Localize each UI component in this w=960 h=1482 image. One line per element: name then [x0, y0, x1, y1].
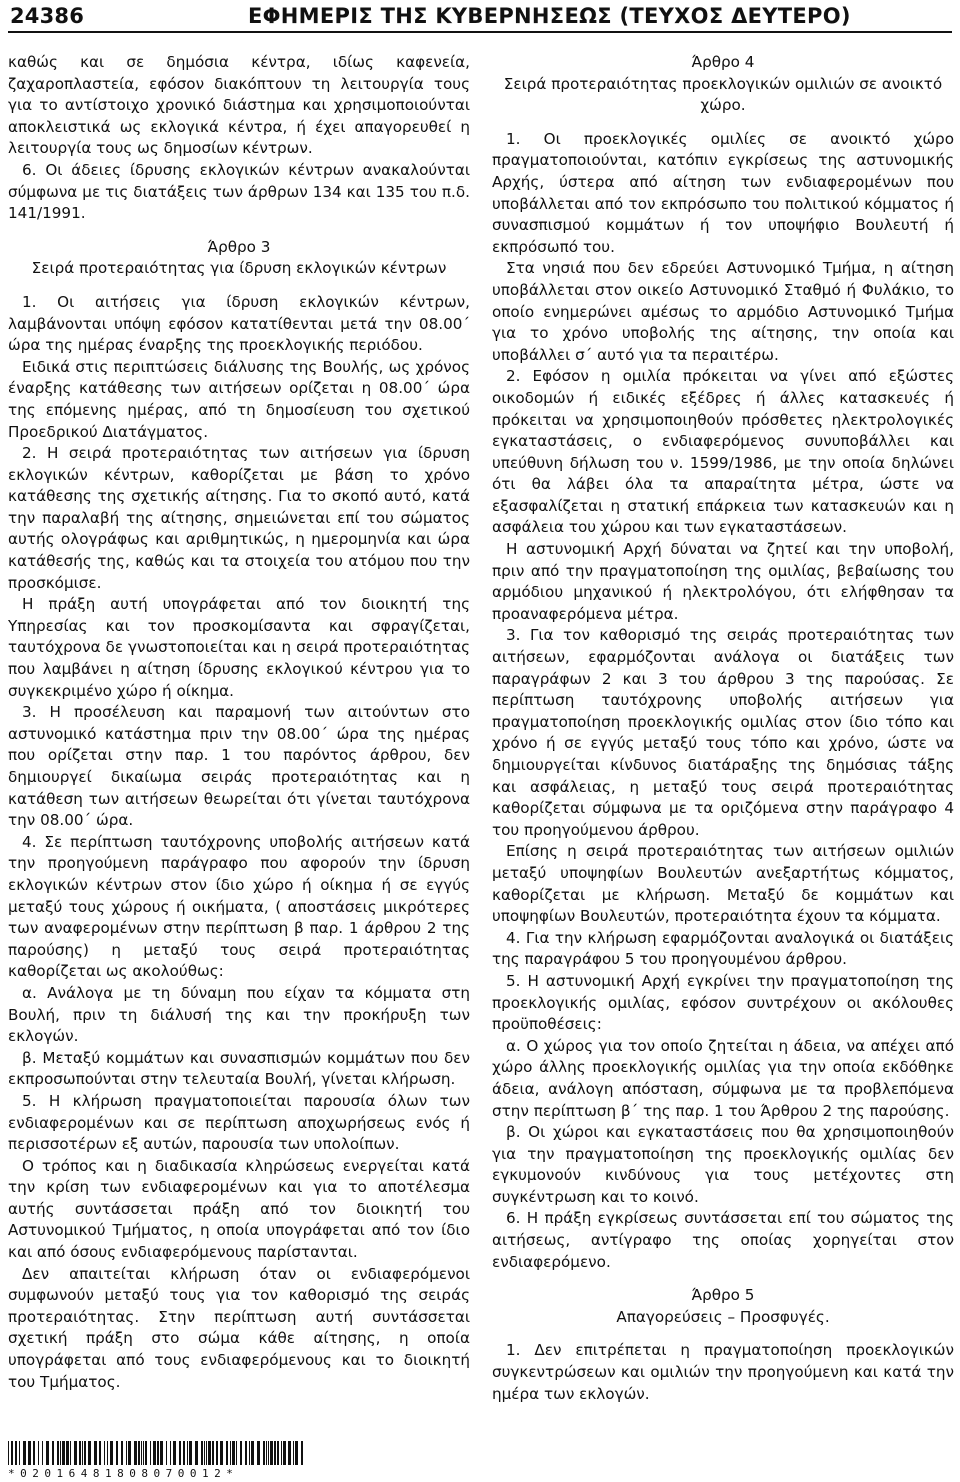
barcode-bar	[236, 1441, 237, 1465]
paragraph: 5. Η κλήρωση πραγματοποιείται παρουσία όλων των ενδιαφερομένων και σε περίπτωση αποχωρήσεως ενός ή περισσοτέρων εξ αυτών, παρουσία των υπολοίπων.	[8, 1091, 470, 1154]
barcode-bar	[33, 1441, 35, 1465]
barcode-bar	[150, 1441, 151, 1465]
barcode-bar	[107, 1441, 108, 1465]
barcode-bar	[208, 1441, 211, 1465]
header-rule	[8, 31, 952, 33]
barcode-bar	[240, 1441, 242, 1465]
article-4-subtitle: Σειρά προτεραιότητας προεκλογικών ομιλιών σε ανοικτό χώρο.	[503, 74, 943, 115]
barcode-bar	[230, 1441, 231, 1465]
barcode-bar	[206, 1441, 207, 1465]
barcode-bar	[57, 1441, 59, 1465]
left-column	[8, 52, 470, 1393]
barcode-bar	[126, 1441, 127, 1465]
barcode-bar	[143, 1441, 144, 1465]
barcode-bar	[201, 1441, 203, 1465]
barcode-bar	[189, 1441, 192, 1465]
barcode-bar	[301, 1441, 303, 1465]
barcode-bars	[8, 1441, 304, 1465]
barcode-bar	[183, 1441, 185, 1465]
barcode-bar	[195, 1441, 198, 1465]
barcode-bar	[220, 1441, 223, 1465]
barcode-bar	[52, 1441, 54, 1465]
barcode-bar	[268, 1441, 269, 1465]
barcode-bar	[70, 1441, 71, 1465]
barcode-bar	[204, 1441, 205, 1465]
paragraph: 2. Η σειρά προτεραιότητας των αιτήσεων για ίδρυση εκλογικών κέντρων, καθορίζεται με βάση το χρόνο κατάθεσης της σχετικής αίτησης. Για το σκοπό αυτό, κατά την παραλαβή της αίτησης, σημειώνεται επί του σώματος αυτής ολογράφως και αριθμητικώς, η ημερομηνία και ώρα κατάθεσής της, καθώς και τα στοιχεία του ατόμου που την προσκόμισε.	[8, 444, 470, 592]
barcode-bar	[84, 1441, 86, 1465]
barcode-bar	[42, 1441, 43, 1465]
paragraph: Στα νησιά που δεν εδρεύει Αστυνομικό Τμήμα, η αίτηση υποβάλλεται στον οικείο Αστυνομικό Σταθμό ή Φυλάκιο, το οποίο ενημερώνει αμέσως το αρμόδιο Αστυνομικό Τμήμα για το χρόνο υποβολής της αίτησης, την οποία και υποβάλλει σ΄ αυτό για τα περαιτέρω.	[492, 259, 954, 364]
article-4-title: Άρθρο 4	[691, 53, 755, 71]
barcode-bar	[281, 1441, 282, 1465]
barcode-bar	[157, 1441, 159, 1465]
paragraph: 1. Δεν επιτρέπεται η πραγματοποίηση προεκλογικών συγκεντρώσεων και ομιλιών την προηγούμενη και κατά την ημέρα των εκλογών.	[492, 1341, 954, 1403]
paragraph: 4. Για την κλήρωση εφαρμόζονται αναλογικά οι διατάξεις της παραγράφου 5 του προηγουμένου άρθρου.	[492, 928, 954, 969]
barcode-bar	[274, 1441, 276, 1465]
barcode-bar	[187, 1441, 188, 1465]
barcode-bar	[141, 1441, 142, 1465]
paragraph: 3. Η προσέλευση και παραμονή των αιτούντων στο αστυνομικό κατάστημα πριν την 08.00΄ ώρα της ημέρας που ορίζεται στην παρ. 1 του παρόντος άρθρου, δεν δημιουργεί δικαίωμα σειράς προτεραιότητας και η κατάθεση των αιτήσεων θεωρείται ότι γίνεται ταυτόχρονα την 08.00΄ ώρα.	[8, 703, 470, 830]
barcode-bar	[179, 1441, 181, 1465]
article-5-subtitle: Απαγορεύσεις – Προσφυγές.	[616, 1307, 830, 1326]
barcode	[8, 1441, 304, 1481]
barcode-bar	[173, 1441, 176, 1465]
barcode-bar	[212, 1441, 214, 1465]
barcode-bar	[134, 1441, 137, 1465]
page-number: 24386	[10, 4, 85, 28]
paragraph: 4. Σε περίπτωση ταυτόχρονης υποβολής αιτήσεων κατά την προηγούμενη παράγραφο που αφορούν την ίδρυση εκλογικών κέντρων στον ίδιο χώρο ή οίκημα ή σε εγγύς μεταξύ τους χώρους ή οικήματα, ( αποστάσεις μικρότερες των αναφερομένων στην περίπτωση β παρ. 1 άρθρου 2 της παρούσης) η μεταξύ τους σειρά προτεραιότητας καθορίζεται ως ακολούθως:	[8, 832, 470, 981]
barcode-bar	[82, 1441, 83, 1465]
paragraph: 2. Εφόσον η ομιλία πρόκειται να γίνει από εξώστες οικοδομών ή ειδικές εξέδρες ή άλλες κατασκευές ή πρόκειται να χρησιμοποιηθούν πρόσθετες ηλεκτρολογικές εγκαταστάσεις, ο ενδιαφερόμενος συνυποβάλλει και υπεύθυνη δήλωση του ν. 1599/1986, με την οποία δηλώνει ότι θα λάβει όλα τα απαραίτητα μέτρα, ώστε να εξασφαλίζεται η στατική επάρκεια των κατασκευών και η ασφάλεια του χώρου και των εγκαταστάσεων.	[492, 367, 954, 537]
barcode-bar	[66, 1441, 69, 1465]
paragraph: 1. Οι προεκλογικές ομιλίες σε ανοικτό χώρο πραγματοποιούνται, κατόπιν εγκρίσεως της αστυνομικής Αρχής, ύστερα από αίτηση των ενδιαφερομένων που υποβάλλεται από τον εκπρόσωπο του πολιτικού κόμματος ή συνασπισμού κομμάτων ή τον υποψήφιο Βουλευτή ή εκπρόσωπό του.	[492, 129, 954, 256]
barcode-bar	[110, 1441, 113, 1465]
paragraph: 3. Για τον καθορισμό της σειράς προτεραιότητας των αιτήσεων, εφαρμόζονται ανάλογα οι διατάξεις των παραγράφων 2 και 3 του άρθρου 3 της παρούσας. Σε περίπτωση ταυτόχρονης υποβολής αιτήσεων για πραγματοποίηση προεκλογικής ομιλίας στον ίδιο τόπο και χρόνο ή σε εγγύς μεταξύ τους τόπο και χρόνο, ώστε να δημιουργείται κίνδυνος διατάραξης της δημόσιας τάξης και ασφάλειας, η μεταξύ τους σειρά προτεραιότητας καθορίζεται σύμφωνα με τα οριζόμενα στην παράγραφο 4 του προηγούμενου άρθρου.	[492, 626, 954, 839]
paragraph: Η πράξη αυτή υπογράφεται από τον διοικητή της Υπηρεσίας και τον προσκομίσαντα και σφραγίζεται, ταυτόχρονα δε γνωστοποιείται και η σειρά προτεραιότητας που λαμβάνει η αίτηση ίδρυσης εκλογικού κέντρου για το συγκεκριμένο χώρο ή οίκημα.	[8, 595, 470, 700]
barcode-bar	[99, 1441, 101, 1465]
paragraph: α. Ο χώρος για τον οποίο ζητείται η άδεια, να απέχει από χώρο άλλης προεκλογικής ομιλίας για την οποία εκδόθηκε άδεια, ανάλογη απόσταση, σύμφωνα με τα προβλεπόμενα στην περίπτωση β΄ της παρ. 1 του Άρθρου 2 της παρούσης.	[492, 1036, 954, 1120]
barcode-bar	[266, 1441, 267, 1465]
paragraph: α. Ανάλογα με τη δύναμη που είχαν τα κόμματα στη Βουλή, πριν τη διάλυσή της και την προκήρυξη των εκλογών.	[8, 983, 470, 1046]
paragraph: Ειδικά στις περιπτώσεις διάλυσης της Βουλής, ως χρόνος έναρξης κατάθεσης των αιτήσεων ορίζεται η 08.00΄ ώρα της επόμενης ημέρας, από τη δημοσίευση του σχετικού Προεδρικού Διατάγματος.	[8, 357, 470, 441]
barcode-bar	[288, 1441, 291, 1465]
barcode-bar	[263, 1441, 265, 1465]
paragraph: καθώς και σε δημόσια κέντρα, ιδίως καφενεία, ζαχαροπλαστεία, εφόσον διακόπτουν τη λειτουργία τους για το αντίστοιχο χρονικό διάστημα και χρησιμοποιούνται αποκλειστικά ως εκλογικά κέντρα, ή έχει απαγορευθεί η λειτουργία τους ως δημοσίων κέντρων.	[8, 53, 470, 158]
barcode-bar	[251, 1441, 254, 1465]
barcode-bar	[128, 1441, 131, 1465]
barcode-bar	[46, 1441, 49, 1465]
barcode-bar	[166, 1441, 167, 1465]
barcode-bar	[145, 1441, 147, 1465]
barcode-bar	[277, 1441, 279, 1465]
barcode-bar	[121, 1441, 123, 1465]
barcode-bar	[62, 1441, 65, 1465]
barcode-bar	[295, 1441, 298, 1465]
page-header	[8, 0, 952, 30]
barcode-bar	[116, 1441, 118, 1465]
paragraph: β. Οι χώροι και εγκαταστάσεις που θα χρησιμοποιηθούν για την πραγματοποίηση της προεκλογικής ομιλίας δεν εγκυμονούν κινδύνους για τους μετέχοντες στη συγκέντρωση και το κοινό.	[492, 1123, 954, 1206]
paragraph: Ο τρόπος και η διαδικασία κληρώσεως ενεργείται κατά την κρίση των ενδιαφερομένων και για το αποτέλεσμα αυτής συντάσσεται πράξη από τον διοικητή του Αστυνομικού Τμήματος, η οποία υπογράφεται από τον ίδιο και από όσους ενδιαφερόμενους παρίστανται.	[8, 1156, 470, 1262]
paragraph: Η αστυνομική Αρχή δύναται να ζητεί και την υποβολή, πριν από την πραγματοποίηση της ομιλίας, βεβαίωσης του αρμόδιου μηχανικού ή ηλεκτρολόγου, ότι ελήφθησαν τα προαναφερόμενα μέτρα.	[492, 540, 954, 623]
barcode-bar	[153, 1441, 156, 1465]
barcode-bar	[283, 1441, 286, 1465]
barcode-bar	[160, 1441, 163, 1465]
barcode-bar	[226, 1441, 228, 1465]
barcode-bar	[104, 1441, 105, 1465]
barcode-bar	[170, 1441, 171, 1465]
paragraph: Επίσης η σειρά προτεραιότητας των αιτήσεων ομιλιών μεταξύ υποψηφίων Βουλευτών ανεξαρτήτως κόμματος, καθορίζεται με κλήρωση. Μεταξύ δε κομμάτων και υποψηφίων Βουλευτών, προτεραιότητα έχουν τα κόμματα.	[492, 842, 954, 926]
barcode-bar	[257, 1441, 260, 1465]
barcode-bar	[28, 1441, 31, 1465]
barcode-bar	[88, 1441, 91, 1465]
barcode-bar	[270, 1441, 273, 1465]
barcode-bar	[293, 1441, 294, 1465]
barcode-bar	[74, 1441, 77, 1465]
barcode-bar	[249, 1441, 250, 1465]
barcode-bar	[15, 1441, 17, 1465]
barcode-bar	[94, 1441, 97, 1465]
article-3-subtitle: Σειρά προτεραιότητας για ίδρυση εκλογικών κέντρων	[31, 259, 447, 278]
barcode-bar	[245, 1441, 247, 1465]
barcode-bar	[38, 1441, 39, 1465]
barcode-bar	[216, 1441, 218, 1465]
barcode-bar	[23, 1441, 26, 1465]
paragraph: Δεν απαιτείται κλήρωση όταν οι ενδιαφερόμενοι συμφωνούν μεταξύ τους για τον καθορισμό της σειράς προτεραιότητας. Στην περίπτωση αυτή συντάσσεται σχετική πράξη στο σώμα κάθε αίτησης, η οποία υπογράφεται από τους ενδιαφερόμενους και το διοικητή του Τμήματος.	[8, 1264, 470, 1391]
barcode-bar	[19, 1441, 20, 1465]
barcode-bar	[11, 1441, 13, 1465]
barcode-text: *02016481808070012*	[8, 1467, 239, 1480]
barcode-bar	[8, 1441, 9, 1465]
paragraph: 6. Οι άδειες ίδρυσης εκλογικών κέντρων ανακαλούνται σύμφωνα με τις διατάξεις των άρθρων 134 και 135 του π.δ. 141/1991.	[8, 160, 470, 223]
article-3-title: Άρθρο 3	[207, 237, 271, 256]
barcode-bar	[138, 1441, 140, 1465]
barcode-bar	[232, 1441, 235, 1465]
paragraph: 1. Οι αιτήσεις για ίδρυση εκλογικών κέντρων, λαμβάνονται υπόψη εφόσον κατατίθενται μετά την 08.00΄ ώρα της ημέρας έναρξης της προεκλογικής περιόδου.	[8, 292, 470, 355]
barcode-bar	[79, 1441, 81, 1465]
paragraph: β. Μεταξύ κομμάτων και συνασπισμών κομμάτων που δεν εκπροσωπούνται στην τελευταία Βουλή, γίνεται κλήρωση.	[8, 1048, 470, 1089]
paragraph: 5. Η αστυνομική Αρχή εγκρίνει την πραγματοποίηση της προεκλογικής ομιλίας, εφόσον συντρέχουν οι ακόλουθες προϋποθέσεις:	[492, 971, 954, 1034]
paragraph: 6. Η πράξη εγκρίσεως συντάσσεται επί του σώματος της αιτήσεως, αντίγραφο της οποίας χορηγείται στον ενδιαφερόμενο.	[492, 1209, 954, 1271]
journal-title: ΕΦΗΜΕΡΙΣ ΤΗΣ ΚΥΒΕΡΝΗΣΕΩΣ (ΤΕΥΧΟΣ ΔΕΥΤΕΡΟ)	[248, 4, 851, 28]
article-5-title: Άρθρο 5	[691, 1286, 755, 1305]
barcode-bar	[60, 1441, 61, 1465]
right-column	[492, 52, 954, 1405]
